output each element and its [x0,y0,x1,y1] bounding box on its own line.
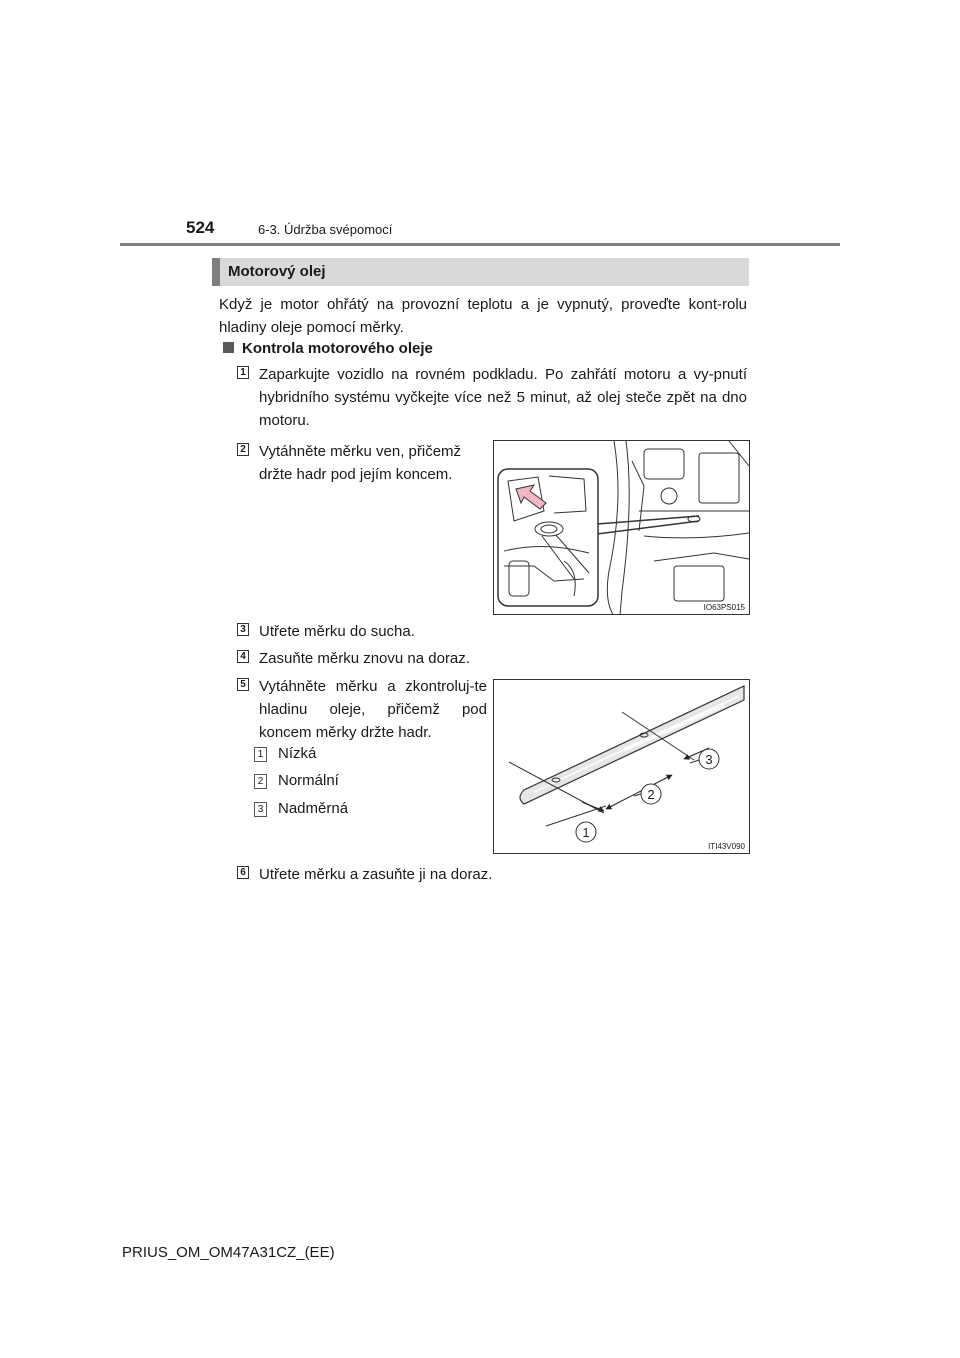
intro-paragraph: Když je motor ohřátý na provozní teplotu a je vypnutý, proveďte kont-rolu hladiny oleje pomocí měrky. [219,296,747,336]
level-normal-label: Normální [278,772,339,789]
dipstick-level-figure [493,679,750,854]
level-number-badge: 2 [254,774,267,789]
callout-3: 3 [705,752,713,767]
step-number-badge: 6 [237,866,249,879]
footer-document-id: PRIUS_OM_OM47A31CZ_(EE) [122,1244,335,1261]
section-heading-text: Motorový olej [228,263,326,280]
callout-2: 2 [647,787,655,802]
step-number-badge: 3 [237,623,249,636]
figure-code: ITI43V090 [708,842,745,851]
square-bullet-icon [223,342,234,353]
page-number: 524 [186,218,215,237]
header-divider [120,243,840,246]
callout-1: 1 [582,825,590,840]
step-6-text: Utřete měrku a zasuňte ji na doraz. [259,866,493,883]
step-4-text: Zasuňte měrku znovu na doraz. [259,650,470,667]
step-2-text: Vytáhněte měrku ven, přičemž držte hadr pod jejím koncem. [259,443,462,483]
step-3-text: Utřete měrku do sucha. [259,623,415,640]
step-number-badge: 5 [237,678,249,691]
step-number-badge: 4 [237,650,249,663]
figure-code: IO63PS015 [703,603,745,612]
step-5-text: Vytáhněte měrku a zkontroluj-te hladinu oleje, přičemž pod koncem měrky držte hadr. [259,678,487,741]
subheading-text: Kontrola motorového oleje [242,340,433,357]
level-excessive-label: Nadměrná [278,800,349,817]
engine-illustration [494,441,750,615]
section-title: 6-3. Údržba svépomocí [258,222,393,237]
section-heading [212,258,749,286]
level-low-label: Nízká [278,745,317,762]
step-number-badge: 2 [237,443,249,456]
step-1-text: Zaparkujte vozidlo na rovném podkladu. Po zahřátí motoru a vy-pnutí hybridního systému vyčkejte více než 5 minut, až olej steče zpět na dno motoru. [259,366,747,429]
level-number-badge: 1 [254,747,267,762]
level-number-badge: 3 [254,802,267,817]
dipstick-illustration [494,680,750,854]
step-number-badge: 1 [237,366,249,379]
subheading [223,340,433,357]
engine-dipstick-figure [493,440,750,615]
